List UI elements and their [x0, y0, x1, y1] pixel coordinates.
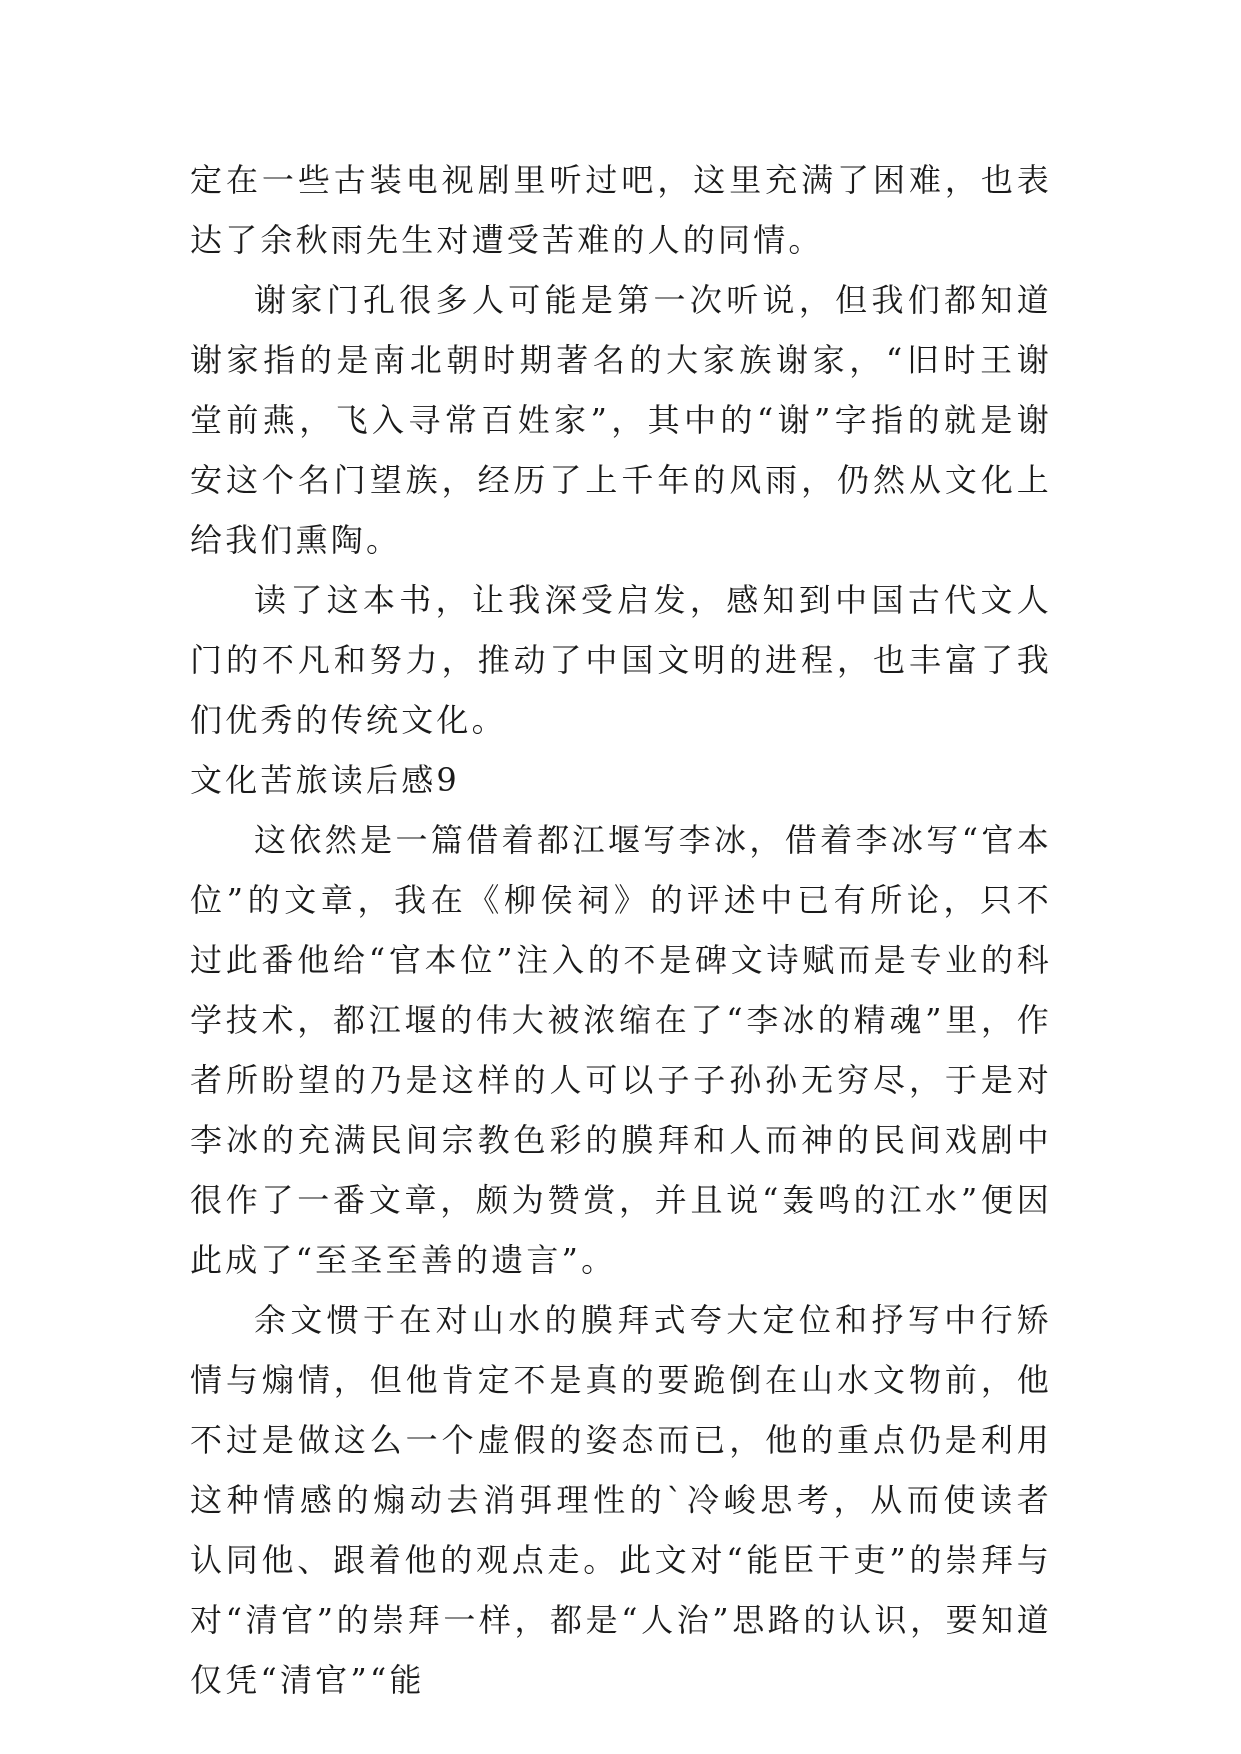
- paragraph-dujiangyan: 这依然是一篇借着都江堰写李冰，借着李冰写“官本位”的文章，我在《柳侯祠》的评述中已有所论，只不过此番他给“官本位”注入的不是碑文诗赋而是专业的科学技术，都江堰的伟大被浓缩在了“李冰的精魂”里，作者所盼望的乃是这样的人可以子子孙孙无穷尽，于是对李冰的充满民间宗教色彩的膜拜和人而神的民间戏剧中很作了一番文章，颇为赞赏，并且说“轰鸣的江水”便因此成了“至圣至善的遗言”。: [190, 821, 1052, 1279]
- paragraph-critique: 余文惯于在对山水的膜拜式夸大定位和抒写中行矫情与煽情，但他肯定不是真的要跪倒在山水文物前，他不过是做这么一个虚假的姿态而已，他的重点仍是利用这种情感的煽动去消弭理性的`冷峻思考，从而使读者认同他、跟着他的观点走。此文对“能臣干吏”的崇拜与对“清官”的崇拜一样，都是“人治”思路的认识，要知道仅凭“清官”“能: [190, 1301, 1052, 1699]
- paragraph-continuation: 定在一些古装电视剧里听过吧，这里充满了困难，也表达了余秋雨先生对遭受苦难的人的同情。: [190, 161, 1052, 259]
- paragraph-conclusion: 读了这本书，让我深受启发，感知到中国古代文人门的不凡和努力，推动了中国文明的进程，也丰富了我们优秀的传统文化。: [190, 581, 1052, 739]
- document-body: [190, 150, 1052, 1710]
- section-heading: 文化苦旅读后感9: [190, 761, 460, 799]
- paragraph-xie-family: 谢家门孔很多人可能是第一次听说，但我们都知道谢家指的是南北朝时期著名的大家族谢家，“旧时王谢堂前燕，飞入寻常百姓家”，其中的“谢”字指的就是谢安这个名门望族，经历了上千年的风雨，仍然从文化上给我们熏陶。: [190, 281, 1052, 559]
